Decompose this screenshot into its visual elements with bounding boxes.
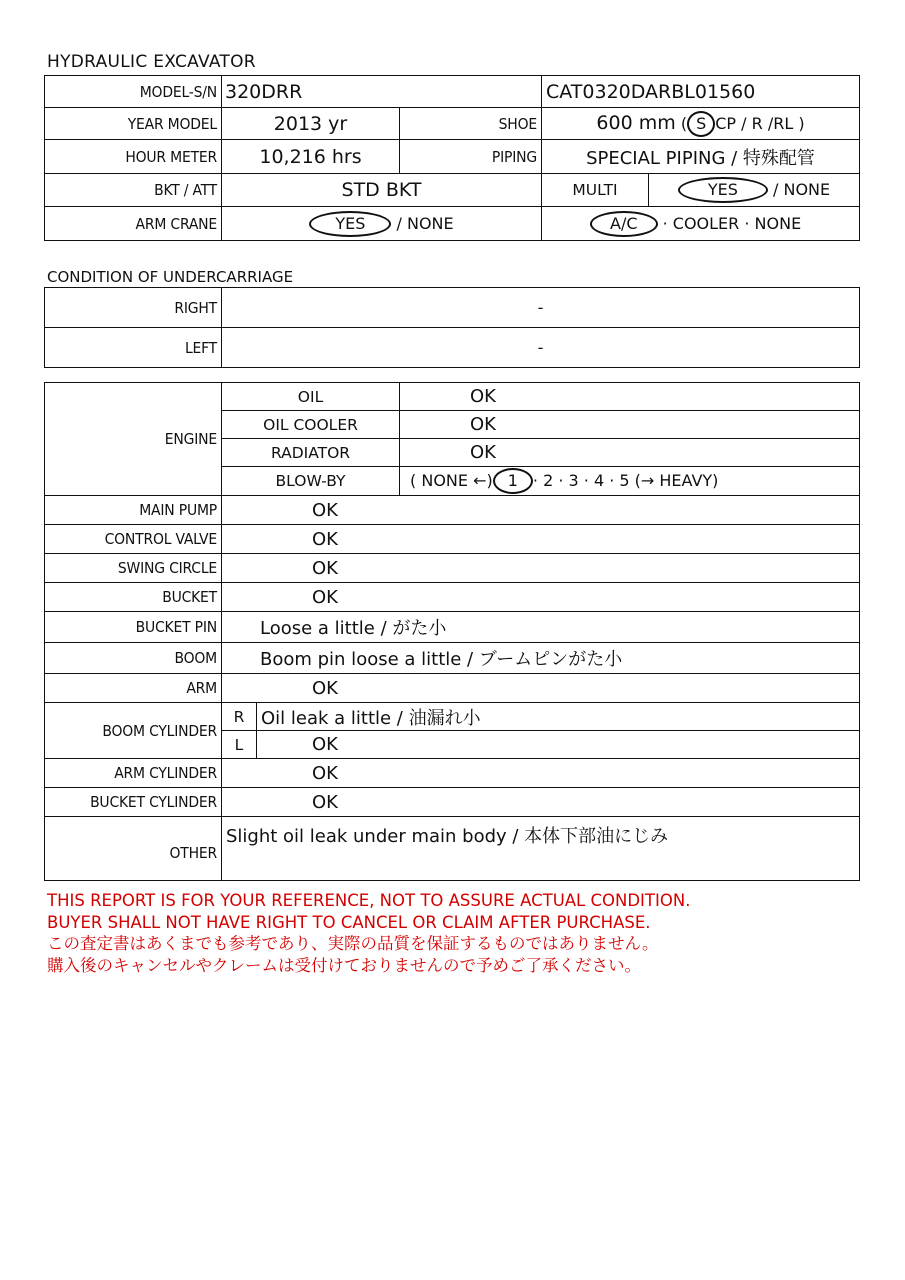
document-title: HYDRAULIC EXCAVATOR [47,52,256,72]
bucket-cylinder-label: BUCKET CYLINDER [45,788,222,817]
boom-value: Boom pin loose a little / ブームピンがた小 [222,643,860,674]
hour-meter-value: 10,216 hrs [222,140,400,174]
oil-cooler-value: OK [400,411,860,439]
model-value: 320DRR [222,76,542,108]
radiator-value: OK [400,439,860,467]
year-value: 2013 yr [222,108,400,140]
bucket-cylinder-value: OK [222,788,860,817]
multi-field [649,174,860,207]
shoe-selected-circle: S [687,111,715,137]
right-value: - [222,288,860,328]
piping-value: SPECIAL PIPING / 特殊配管 [542,140,860,174]
ac-other: · COOLER · NONE [662,213,802,233]
multi-label: MULTI [542,174,649,207]
other-value: Slight oil leak under main body / 本体下部油にじみ [222,817,860,881]
shoe-open-paren: ( [680,113,688,133]
shoe-size: 600 mm [596,111,676,134]
undercarriage-title: CONDITION OF UNDERCARRIAGE [47,268,294,286]
arm-crane-label: ARM CRANE [45,207,222,241]
oil-cooler-label: OIL COOLER [222,411,400,439]
disclaimer-line-2: BUYER SHALL NOT HAVE RIGHT TO CANCEL OR CLAIM AFTER PURCHASE. [47,912,651,932]
swing-circle-value: OK [222,554,860,583]
year-label: YEAR MODEL [45,108,222,140]
spec-table [44,75,860,241]
blowby-rest: · 2 · 3 · 4 · 5 (→ HEAVY) [532,471,719,490]
multi-selected-circle: YES [678,177,768,203]
bucket-pin-label: BUCKET PIN [45,612,222,643]
control-valve-value: OK [222,525,860,554]
blowby-scale [400,467,860,496]
blowby-start: ( NONE ←) [410,471,493,490]
boom-label: BOOM [45,643,222,674]
shoe-options: CP / R /RL ) [715,113,805,133]
left-value: - [222,328,860,368]
arm-label: ARM [45,674,222,703]
hour-meter-label: HOUR METER [45,140,222,174]
right-label: RIGHT [45,288,222,328]
bkt-value: STD BKT [222,174,542,207]
arm-cylinder-label: ARM CYLINDER [45,759,222,788]
boom-cylinder-l-value: OK [257,731,860,759]
bucket-value: OK [222,583,860,612]
disclaimer-line-4: 購入後のキャンセルやクレームは受付けておりませんので予めご了承ください。 [47,955,641,975]
arm-value: OK [222,674,860,703]
boom-cylinder-r-value: Oil leak a little / 油漏れ小 [257,703,860,731]
undercarriage-table [44,287,860,368]
arm-cylinder-value: OK [222,759,860,788]
condition-table [44,382,860,881]
boom-cylinder-label: BOOM CYLINDER [45,703,222,759]
main-pump-label: MAIN PUMP [45,496,222,525]
blowby-selected-circle: 1 [493,468,533,494]
bucket-label: BUCKET [45,583,222,612]
arm-crane-selected-circle: YES [309,211,391,237]
left-label: LEFT [45,328,222,368]
serial-value: CAT0320DARBL01560 [542,76,860,108]
swing-circle-label: SWING CIRCLE [45,554,222,583]
boom-cylinder-l-label: L [222,731,257,759]
disclaimer-line-3: この査定書はあくまでも参考であり、実際の品質を保証するものではありません。 [47,934,659,953]
oil-value: OK [400,383,860,411]
ac-selected-circle: A/C [590,211,658,237]
piping-label: PIPING [400,140,542,174]
boom-cylinder-r-label: R [222,703,257,731]
engine-label: ENGINE [45,383,222,496]
bucket-pin-value: Loose a little / がた小 [222,612,860,643]
other-label: OTHER [45,817,222,881]
ac-field [542,207,860,241]
shoe-field [542,108,860,140]
arm-crane-other: / NONE [396,213,454,233]
disclaimer [47,890,690,976]
oil-label: OIL [222,383,400,411]
bkt-att-label: BKT / ATT [45,174,222,207]
blowby-label: BLOW-BY [222,467,400,496]
model-sn-label: MODEL-S/N [45,76,222,108]
radiator-label: RADIATOR [222,439,400,467]
multi-other: / NONE [773,180,831,199]
arm-crane-field [222,207,542,241]
shoe-label: SHOE [400,108,542,140]
disclaimer-line-1: THIS REPORT IS FOR YOUR REFERENCE, NOT TO ASSURE ACTUAL CONDITION. [47,891,691,910]
main-pump-value: OK [222,496,860,525]
control-valve-label: CONTROL VALVE [45,525,222,554]
